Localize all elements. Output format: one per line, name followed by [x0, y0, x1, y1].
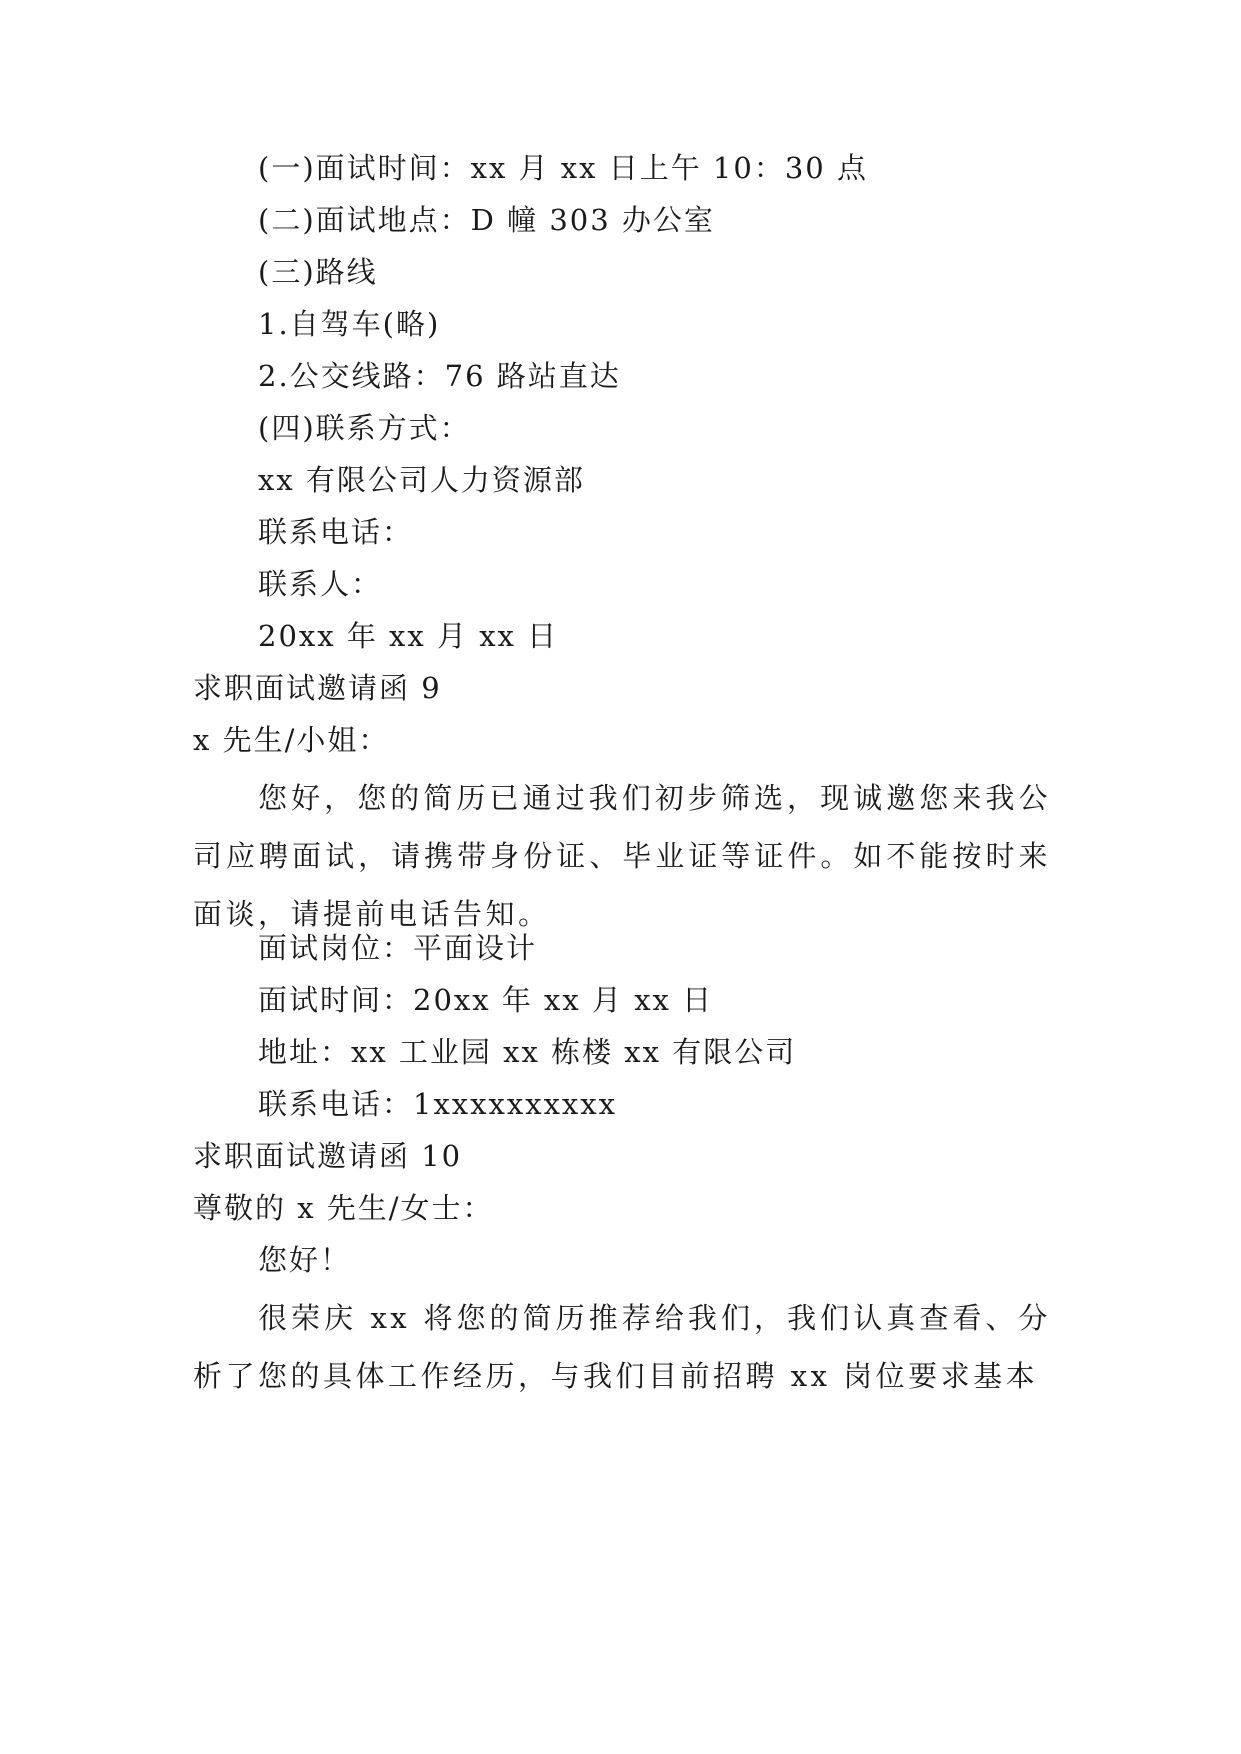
letter9-phone: 联系电话：1xxxxxxxxxx [258, 1087, 618, 1121]
contact-person-line: 联系人： [258, 567, 383, 601]
department-line: xx 有限公司人力资源部 [258, 463, 585, 497]
letter10-greeting: 您好！ [258, 1243, 352, 1277]
date-line: 20xx 年 xx 月 xx 日 [258, 619, 559, 653]
contact-heading: (四)联系方式： [258, 411, 471, 445]
route-item-2: 2.公交线路：76 路站直达 [258, 359, 621, 393]
interview-place-line: (二)面试地点：D 幢 303 办公室 [258, 203, 715, 237]
letter9-body: 您好，您的简历已通过我们初步筛选，现诚邀您来我公司应聘面试，请携带身份证、毕业证等证件。如不能按时来面谈，请提前电话告知。 [193, 781, 1051, 931]
letter10-body: 很荣庆 xx 将您的简历推荐给我们，我们认真查看、分析了您的具体工作经历，与我们目前招聘 xx 岗位要求基本 [193, 1301, 1051, 1393]
letter9-address: 地址：xx 工业园 xx 栋楼 xx 有限公司 [258, 1035, 797, 1069]
letter10-title: 求职面试邀请函 10 [193, 1139, 463, 1173]
route-item-1: 1.自驾车(略) [258, 307, 441, 341]
letter9-title: 求职面试邀请函 9 [193, 671, 442, 705]
letter10-salutation: 尊敬的 x 先生/女士： [193, 1191, 494, 1225]
letter9-position: 面试岗位：平面设计 [258, 931, 538, 965]
interview-time-line: (一)面试时间：xx 月 xx 日上午 10：30 点 [258, 151, 868, 185]
phone-line: 联系电话： [258, 515, 414, 549]
letter9-salutation: x 先生/小姐： [193, 723, 390, 757]
letter9-time: 面试时间：20xx 年 xx 月 xx 日 [258, 983, 714, 1017]
route-heading: (三)路线 [258, 255, 378, 289]
